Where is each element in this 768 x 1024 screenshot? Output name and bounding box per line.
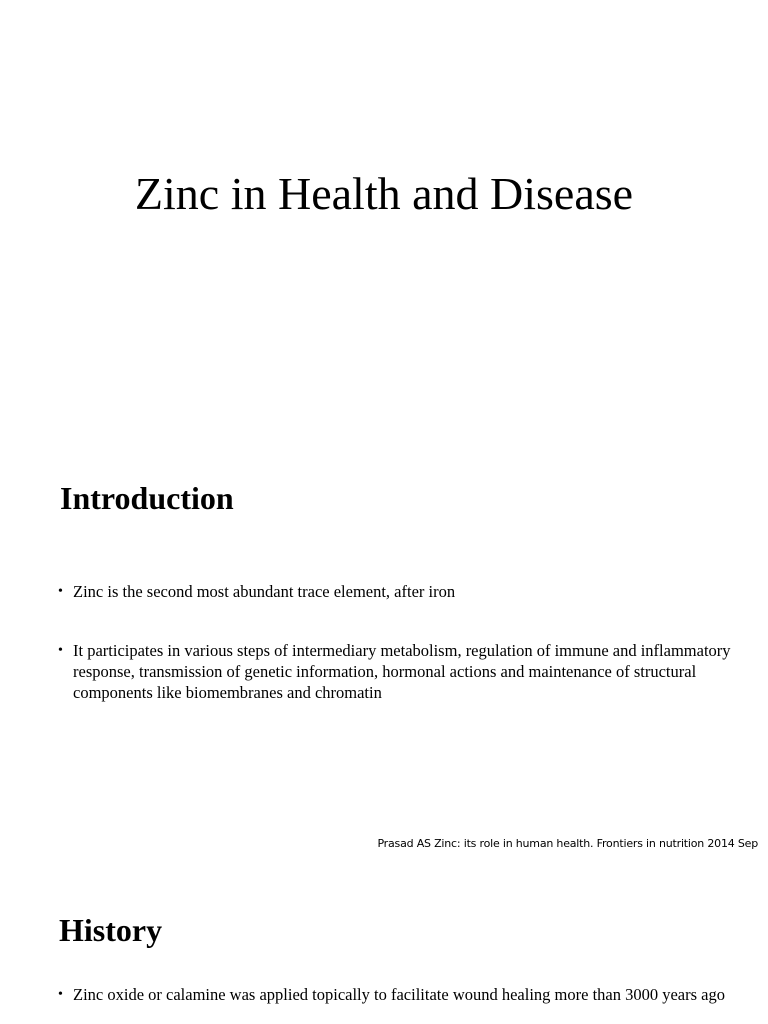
introduction-bullet xyxy=(58,581,753,602)
introduction-slide xyxy=(0,430,768,860)
bullet-icon: • xyxy=(58,584,63,599)
history-bullet xyxy=(58,984,753,1005)
bullet-text: Zinc is the second most abundant trace element, after iron xyxy=(73,582,456,601)
bullet-icon: • xyxy=(58,643,63,658)
history-heading: History xyxy=(59,912,163,948)
citation: Prasad AS Zinc: its role in human health. Frontiers in nutrition 2014 Sep xyxy=(377,837,758,850)
bullet-text: Zinc oxide or calamine was applied topically to facilitate wound healing more than 3000 years ago xyxy=(73,985,725,1004)
bullet-icon: • xyxy=(58,987,63,1002)
introduction-heading: Introduction xyxy=(60,480,234,516)
title-slide xyxy=(0,0,768,430)
history-slide xyxy=(0,860,768,1024)
introduction-bullet xyxy=(58,640,733,703)
bullet-text: It participates in various steps of intermediary metabolism, regulation of immune and inflammatory response, transmission of genetic information, hormonal actions and maintenance of structural components like biomembranes and chromatin xyxy=(73,641,731,702)
main-title: Zinc in Health and Disease xyxy=(134,168,634,219)
